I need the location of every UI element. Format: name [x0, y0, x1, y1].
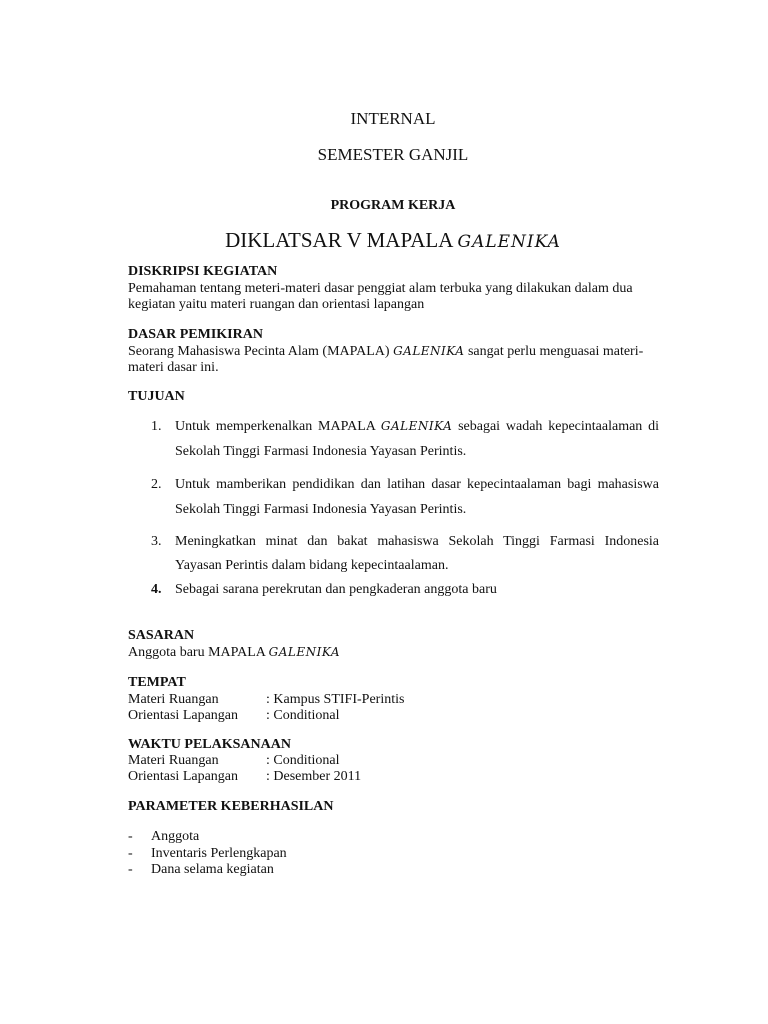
item-line1: Untuk mamberikan pendidikan dan latihan dasar kepecintaalaman bagi mahasiswa	[175, 477, 659, 492]
sasaran-text-a: Anggota baru MAPALA	[128, 645, 266, 660]
document-title	[0, 228, 768, 253]
bullet-dash: -	[128, 846, 133, 861]
heading-parameter: PARAMETER KEBERHASILAN	[128, 799, 334, 814]
item-number: 3.	[151, 534, 162, 549]
header-internal: INTERNAL	[350, 109, 436, 128]
item-number: 1.	[151, 419, 162, 434]
parameter-item: Inventaris Perlengkapan	[151, 846, 287, 861]
sasaran-script: GALENIKA	[268, 645, 341, 659]
heading-dasar: DASAR PEMIKIRAN	[128, 327, 263, 342]
waktu-row-value: : Conditional	[266, 753, 340, 768]
heading-diskripsi: DISKRIPSI KEGIATAN	[128, 264, 278, 279]
bullet-dash: -	[128, 829, 133, 844]
tempat-row-value: : Kampus STIFI-Perintis	[266, 692, 405, 707]
tempat-row-label: Orientasi Lapangan	[128, 708, 239, 723]
item-line1: Sebagai sarana perekrutan dan pengkaderan anggota baru	[175, 582, 497, 597]
title-main: DIKLATSAR V MAPALA	[225, 228, 453, 252]
sasaran-text	[128, 645, 340, 661]
parameter-item: Dana selama kegiatan	[151, 862, 274, 877]
dasar-text-b: sangat perlu menguasai materi-	[467, 344, 644, 359]
item-line2: Sekolah Tinggi Farmasi Indonesia Yayasan Perintis.	[175, 444, 467, 459]
dasar-line1	[128, 344, 643, 360]
item-text-b: sebagai wadah kepecintaalaman di	[458, 419, 659, 434]
bullet-dash: -	[128, 862, 133, 877]
waktu-row-label: Orientasi Lapangan	[128, 769, 239, 784]
tempat-row-label: Materi Ruangan	[128, 692, 219, 707]
diskripsi-line2: kegiatan yaitu materi ruangan dan orientasi lapangan	[128, 297, 425, 312]
header-semester: SEMESTER GANJIL	[317, 145, 469, 164]
header-program-kerja: PROGRAM KERJA	[330, 198, 456, 213]
parameter-item: Anggota	[151, 829, 200, 844]
dasar-line2: materi dasar ini.	[128, 360, 219, 375]
tempat-row-value: : Conditional	[266, 708, 340, 723]
item-number: 2.	[151, 477, 162, 492]
heading-sasaran: SASARAN	[128, 628, 195, 643]
item-line2: Sekolah Tinggi Farmasi Indonesia Yayasan Perintis.	[175, 502, 467, 517]
waktu-row-value: : Desember 2011	[266, 769, 362, 784]
dasar-script: GALENIKA	[393, 344, 465, 358]
title-script: GALENIKA	[457, 232, 561, 252]
dasar-text-a: Seorang Mahasiswa Pecinta Alam (MAPALA)	[128, 344, 390, 359]
item-text-a: Untuk memperkenalkan MAPALA	[175, 419, 376, 434]
item-line1	[175, 419, 659, 435]
item-number: 4.	[151, 582, 162, 597]
waktu-row-label: Materi Ruangan	[128, 753, 219, 768]
item-script: GALENIKA	[380, 419, 453, 433]
heading-tempat: TEMPAT	[128, 675, 186, 690]
item-line1: Meningkatkan minat dan bakat mahasiswa Sekolah Tinggi Farmasi Indonesia	[175, 534, 659, 549]
heading-waktu: WAKTU PELAKSANAAN	[128, 737, 291, 752]
diskripsi-line1: Pemahaman tentang meteri-materi dasar penggiat alam terbuka yang dilakukan dalam dua	[128, 281, 633, 296]
item-line2: Yayasan Perintis dalam bidang kepecintaalaman.	[175, 558, 449, 573]
heading-tujuan: TUJUAN	[128, 389, 185, 404]
